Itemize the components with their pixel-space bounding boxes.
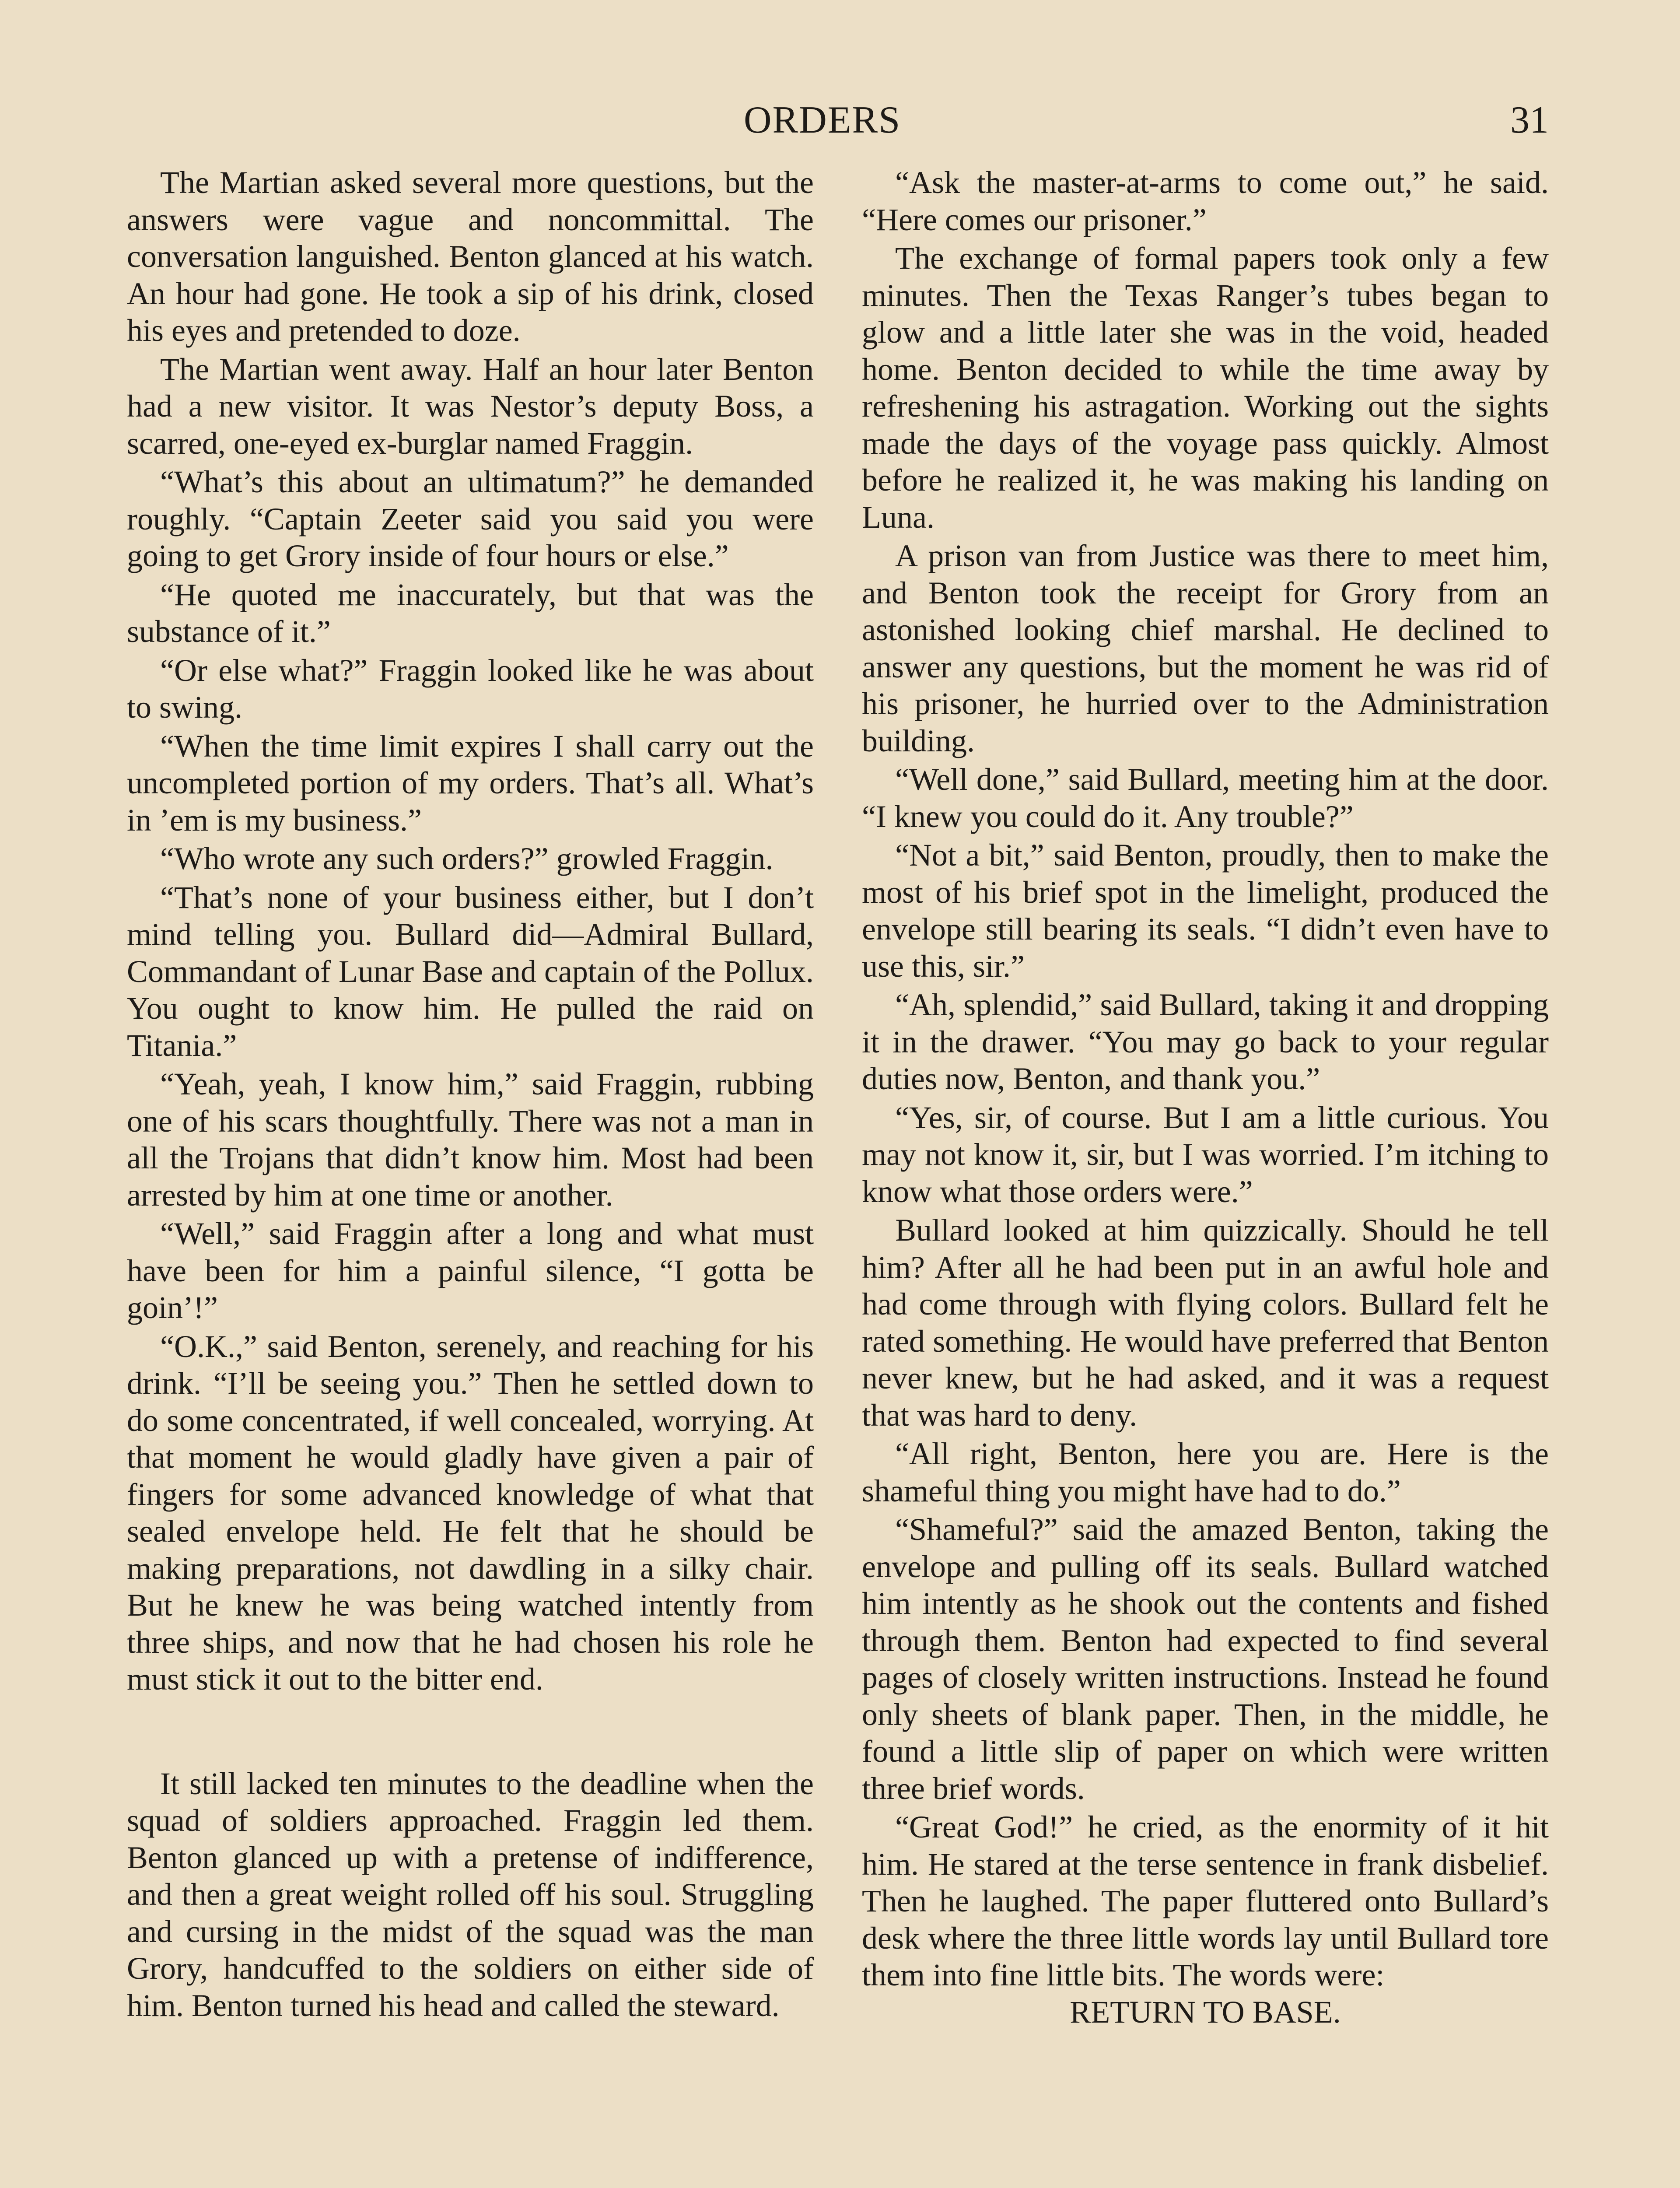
paragraph: “Yes, sir, of course. But I am a little curious. You may not know it, sir, but I was worried. I’m itching to know what those orders were.”	[862, 1100, 1549, 1209]
paragraph: The exchange of formal papers took only a few minutes. Then the Texas Ranger’s tubes began to glow and a little later she was in the void, headed home. Benton decided to while the time away by refreshening his astragation. Working out the sights made the days of the voyage pass quickly. Almost before he realized it, he was making his landing on Luna.	[862, 241, 1549, 535]
closing-line: RETURN TO BASE.	[1070, 1994, 1341, 2030]
paragraph: “Well,” said Fraggin after a long and what must have been for him a painful silence, “I gotta be goin’!”	[127, 1216, 814, 1325]
paragraph: “Or else what?” Fraggin looked like he was about to swing.	[127, 652, 814, 725]
page-header	[0, 96, 1680, 144]
paragraph: “Not a bit,” said Benton, proudly, then to make the most of his brief spot in the limelight, produced the envelope still bearing its seals. “I didn’t even have to use this, sir.”	[862, 838, 1549, 984]
paragraph: A prison van from Justice was there to meet him, and Benton took the receipt for Grory from an astonished looking chief marshal. He declined to answer any questions, but the moment he was rid of his prisoner, he hurried over to the Administration building.	[862, 538, 1549, 758]
paragraph: “Great God!” he cried, as the enormity of it hit him. He stared at the terse sentence in frank disbelief. Then he laughed. The paper fluttered onto Bullard’s desk where the three little words lay until Bullard tore them into fine little bits. The words were:	[862, 1809, 1549, 1992]
running-title: ORDERS	[744, 99, 901, 141]
paragraph: “Ask the master-at-arms to come out,” he said. “Here comes our prisoner.”	[862, 165, 1549, 237]
paragraph: The Martian went away. Half an hour later Benton had a new visitor. It was Nestor’s deputy Boss, a scarred, one-eyed ex-burglar named Fraggin.	[127, 351, 814, 461]
paragraph: “Well done,” said Bullard, meeting him at the door. “I knew you could do it. Any trouble?”	[862, 762, 1549, 834]
paragraph: “Ah, splendid,” said Bullard, taking it and dropping it in the drawer. “You may go back to your regular duties now, Benton, and thank you.”	[862, 987, 1549, 1096]
left-column	[127, 164, 814, 2026]
paragraph: “O.K.,” said Benton, serenely, and reaching for his drink. “I’ll be seeing you.” Then he settled down to do some concentrated, if well concealed, worrying. At that moment he would gladly have given a pair of fingers for some advanced knowledge of what that sealed envelope held. He felt that he should be making preparations, not dawdling in a silky chair. But he knew he was being watched intently from three ships, and now that he had chosen his role he must stick it out to the bitter end.	[127, 1329, 814, 1697]
paragraph: “Yeah, yeah, I know him,” said Fraggin, rubbing one of his scars thoughtfully. There was not a man in all the Trojans that didn’t know him. Most had been arrested by him at one time or another.	[127, 1066, 814, 1213]
paragraph: “What’s this about an ultimatum?” he demanded roughly. “Captain Zeeter said you said you were going to get Grory inside of four hours or else.”	[127, 464, 814, 573]
paragraph: It still lacked ten minutes to the deadline when the squad of soldiers approached. Fraggin led them. Benton glanced up with a pretense of indifference, and then a great weight rolled off his soul. Struggling and cursing in the midst of the squad was the man Grory, handcuffed to the soldiers on either side of him. Benton turned his head and called the steward.	[127, 1766, 814, 2023]
paragraph: Bullard looked at him quizzically. Should he tell him? After all he had been put in an awful hole and had come through with flying colors. Bullard felt he rated something. He would have preferred that Benton never knew, but he had asked, and it was a request that was hard to deny.	[862, 1213, 1549, 1433]
paragraph: “That’s none of your business either, but I don’t mind telling you. Bullard did—Admiral Bullard, Commandant of Lunar Base and captain of the Pollux. You ought to know him. He pulled the raid on Titania.”	[127, 880, 814, 1063]
paragraph: “When the time limit expires I shall carry out the uncompleted portion of my orders. That’s all. What’s in ’em is my business.”	[127, 728, 814, 838]
paragraph: “He quoted me inaccurately, but that was the substance of it.”	[127, 577, 814, 649]
right-column	[862, 164, 1549, 2032]
paragraph: “Shameful?” said the amazed Benton, taking the envelope and pulling off its seals. Bullard watched him intently as he shook out the contents and fished through them. Benton had expected to find several pages of closely written instructions. Instead he found only sheets of blank paper. Then, in the middle, he found a little slip of paper on which were written three brief words.	[862, 1512, 1549, 1806]
page-number: 31	[1510, 99, 1549, 141]
section-break	[127, 1700, 814, 1765]
paragraph: The Martian asked several more questions, but the answers were vague and noncommittal. The conversation languished. Benton glanced at his watch. An hour had gone. He took a sip of his drink, closed his eyes and pretended to doze.	[127, 165, 814, 348]
paragraph: “Who wrote any such orders?” growled Fraggin.	[160, 841, 774, 876]
paragraph: “All right, Benton, here you are. Here is the shameful thing you might have had to do.”	[862, 1436, 1549, 1508]
